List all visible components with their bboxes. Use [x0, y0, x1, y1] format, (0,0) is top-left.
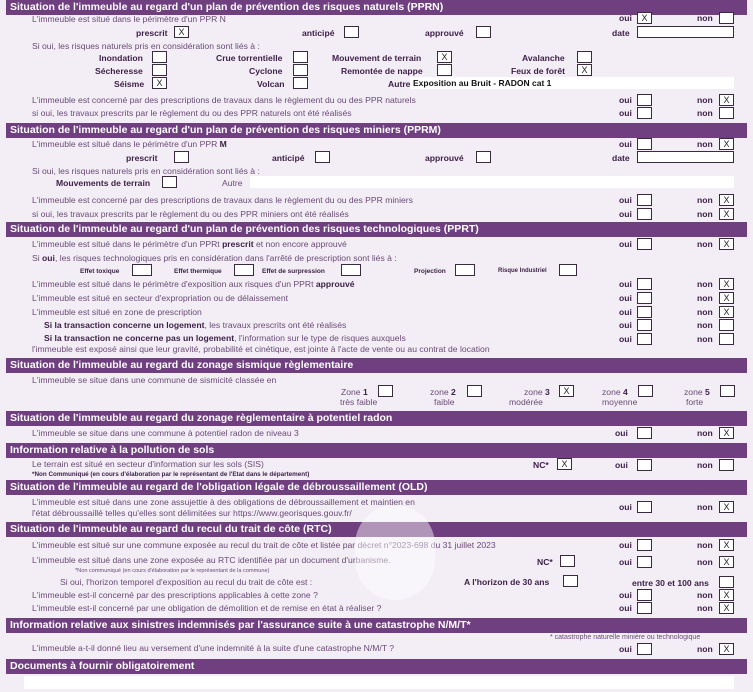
pprt-non-logement-question: Si la transaction ne concerne pas un logement, l'information sur le type de risques auxquels	[44, 333, 406, 343]
pprn-q4-non-checkbox[interactable]	[719, 107, 734, 119]
rtc-horizon-30-100-label: entre 30 et 100 ans	[632, 578, 709, 588]
pprn-approuve-label: approuvé	[425, 28, 464, 38]
pprt-q7-non-label: non	[697, 334, 713, 344]
pprm-mouvements-checkbox[interactable]	[162, 176, 177, 188]
old-oui-checkbox[interactable]	[637, 501, 652, 513]
pprn-q3-non-checkbox[interactable]: X	[719, 94, 734, 106]
pprn-autre-label: Autre	[388, 79, 411, 89]
rtc-horizon-30-label: A l'horizon de 30 ans	[464, 577, 550, 587]
rtc-q1-non-checkbox[interactable]: X	[719, 539, 734, 551]
pprt-effet-surpression-checkbox[interactable]	[341, 264, 361, 276]
pprt-q5-non-checkbox[interactable]: X	[719, 306, 734, 318]
rtc-q5-oui-checkbox[interactable]	[637, 602, 652, 614]
pprt-q4-non-checkbox[interactable]: X	[719, 292, 734, 304]
section-header-pprt: Situation de l'immeuble au regard d'un plan de prévention des risques technologiques (PPRT)	[6, 222, 747, 237]
pprt-risque-industriel-label: Risque Industriel	[498, 268, 547, 274]
pprn-inondation-checkbox[interactable]	[152, 51, 167, 63]
pprn-q4-non-label: non	[697, 108, 713, 118]
pprn-mouvement-checkbox[interactable]: X	[437, 51, 452, 63]
pprn-inondation-label: Inondation	[99, 53, 143, 63]
sols-nc-label: NC*	[533, 460, 549, 470]
pprt-q4-oui-label: oui	[619, 293, 632, 303]
sismique-zone3-label: zone 3	[524, 387, 550, 397]
pprt-expropriation-question: L'immeuble est situé en secteur d'expropriation ou de délaissement	[32, 293, 288, 303]
pprn-avalanche-label: Avalanche	[522, 53, 565, 63]
rtc-q2-oui-label: oui	[619, 557, 632, 567]
sismique-zone1-checkbox[interactable]	[378, 385, 393, 397]
pprt-risques-intro: Si oui, les risques technologiques pris en considération dans l'arrêté de prescription sont liés à :	[32, 253, 397, 263]
pprn-feux-checkbox[interactable]: X	[577, 64, 592, 76]
sismique-zone5-checkbox[interactable]	[720, 385, 735, 397]
section-header-sols: Information relative à la pollution de sols	[6, 443, 747, 458]
old-question-cont: l'état débroussaillé telles qu'elles sont délimitées sur https://www.georisques.gouv.fr/	[32, 508, 352, 518]
sismique-zone1-level: très faible	[340, 397, 378, 407]
pprn-remontee-label: Remontée de nappe	[341, 66, 423, 76]
old-question: L'immeuble est situé dans une zone assujettie à des obligations de débroussaillement et maintien en	[32, 497, 415, 507]
pprn-seisme-label: Séisme	[114, 79, 145, 89]
pprt-q6-oui-checkbox[interactable]	[637, 319, 652, 331]
pprm-prescrit-label: prescrit	[126, 153, 158, 163]
pprt-q4-oui-checkbox[interactable]	[637, 292, 652, 304]
sismique-zone4-level: moyenne	[602, 397, 638, 407]
pprt-q6-non-checkbox[interactable]	[719, 319, 734, 331]
pprt-q3-oui-label: oui	[619, 279, 632, 289]
pprn-non-label: non	[697, 13, 713, 23]
watermark-logo	[355, 505, 435, 600]
pprm-oui-label: oui	[619, 139, 632, 149]
pprn-secheresse-checkbox[interactable]	[152, 64, 167, 76]
pprm-q3-non-label: non	[697, 195, 713, 205]
pprm-autre-field[interactable]	[250, 176, 734, 188]
section-header-sismique: Situation de l'immeuble au regard du zonage sismique règlementaire	[6, 358, 747, 373]
sismique-zone4-checkbox[interactable]	[638, 385, 653, 397]
sismique-question: L'immeuble se situe dans une commune de sismicité classée en	[32, 375, 277, 385]
radon-non-label: non	[697, 428, 713, 438]
pprm-travaux-question: si oui, les travaux prescrits par le règlement du ou des PPR miniers ont été réalisés	[32, 209, 349, 219]
pprn-q3-oui-checkbox[interactable]	[637, 94, 652, 106]
sols-non-checkbox[interactable]	[719, 459, 734, 471]
pprm-approuve-label: approuvé	[425, 153, 464, 163]
pprn-q4-oui-label: oui	[619, 108, 632, 118]
pprm-q4-non-label: non	[697, 209, 713, 219]
rtc-prescriptions-question: L'immeuble est-il concerné par des prescriptions applicables à cette zone ?	[32, 590, 318, 600]
rtc-q1-non-label: non	[697, 540, 713, 550]
pprm-approuve-checkbox[interactable]	[476, 151, 491, 163]
sinistres-question: L'immeuble a-t-il donné lieu au versement d'une indemnité à la suite d'une catastrophe N/M/T ?	[32, 643, 395, 653]
sinistres-oui-checkbox[interactable]	[637, 643, 652, 655]
rtc-zone-note: *Non communiqué (en cours d'élaboration par le représentant de la commune)	[75, 568, 270, 574]
pprn-anticipe-checkbox[interactable]	[344, 26, 359, 38]
rtc-q5-non-label: non	[697, 603, 713, 613]
sismique-zone1-label: Zone 1	[341, 387, 368, 397]
pprt-question-perimetre: L'immeuble est situé dans le périmètre d'un PPRt prescrit et non encore approuvé	[32, 239, 347, 249]
pprt-prescription-question: L'immeuble est situé en zone de prescription	[32, 307, 202, 317]
pprt-effet-thermique-label: Effet thermique	[174, 268, 222, 275]
pprt-q4-non-label: non	[697, 293, 713, 303]
section-header-sinistres: Information relative aux sinistres indemnisés par l'assurance suite à une catastrophe N/M/T*	[6, 618, 747, 633]
pprt-q7-oui-checkbox[interactable]	[637, 333, 652, 345]
pprm-date-field[interactable]	[637, 151, 734, 163]
pprt-q3-oui-checkbox[interactable]	[637, 278, 652, 290]
sismique-zone2-level: faible	[434, 397, 455, 407]
pprm-oui-checkbox[interactable]	[637, 138, 652, 150]
radon-oui-checkbox[interactable]	[637, 427, 652, 439]
pprm-non-label: non	[697, 139, 713, 149]
documents-field[interactable]	[24, 676, 734, 689]
pprn-volcan-label: Volcan	[257, 79, 285, 89]
rtc-horizon-question: Si oui, l'horizon temporel d'exposition au recul du trait de côte est :	[60, 577, 313, 587]
pprt-effet-thermique-checkbox[interactable]	[234, 264, 254, 276]
pprn-crue-label: Crue torrentielle	[216, 53, 283, 63]
radon-non-checkbox[interactable]: X	[719, 427, 734, 439]
pprt-effet-surpression-label: Effet de surpression	[262, 268, 325, 275]
pprm-q3-non-checkbox[interactable]: X	[719, 194, 734, 206]
section-header-rtc: Situation de l'immeuble au regard du recul du trait de côte (RTC)	[6, 522, 747, 537]
old-non-checkbox[interactable]: X	[719, 501, 734, 513]
pprn-volcan-checkbox[interactable]	[293, 77, 308, 89]
pprt-q3-non-checkbox[interactable]: X	[719, 278, 734, 290]
pprt-exposition-question: L'immeuble est situé dans le périmètre d'exposition aux risques d'un PPRt approuvé	[32, 279, 355, 289]
rtc-nc-checkbox[interactable]	[560, 555, 575, 567]
sols-oui-label: oui	[615, 460, 628, 470]
pprm-q3-oui-checkbox[interactable]	[637, 194, 652, 206]
old-non-label: non	[697, 502, 713, 512]
rtc-q4-non-label: non	[697, 590, 713, 600]
sinistres-non-label: non	[697, 644, 713, 654]
sismique-zone5-label: zone 5	[684, 387, 710, 397]
pprn-date-label: date	[612, 28, 630, 38]
pprm-anticipe-checkbox[interactable]	[315, 151, 330, 163]
pprt-projection-checkbox[interactable]	[455, 264, 475, 276]
pprt-risque-industriel-checkbox[interactable]	[559, 264, 577, 276]
pprm-question-perimetre: L'immeuble est situé dans le périmètre d'un PPR M	[32, 139, 227, 149]
pprn-prescrit-checkbox[interactable]: X	[174, 26, 189, 38]
pprn-q3-oui-label: oui	[619, 95, 632, 105]
rtc-q1-oui-checkbox[interactable]	[637, 539, 652, 551]
pprt-q5-oui-checkbox[interactable]	[637, 306, 652, 318]
pprn-avalanche-checkbox[interactable]	[577, 51, 592, 63]
pprn-oui-checkbox[interactable]: X	[637, 12, 652, 24]
rtc-q5-non-checkbox[interactable]: X	[719, 602, 734, 614]
rtc-horizon-30-100-checkbox[interactable]	[719, 576, 734, 588]
sismique-zone2-label: zone 2	[430, 387, 456, 397]
sismique-zone3-checkbox[interactable]: X	[559, 385, 574, 397]
pprt-oui-label: oui	[619, 239, 632, 249]
rtc-q2-non-label: non	[697, 557, 713, 567]
rtc-zone-question: L'immeuble est situé dans une zone exposée au RTC identifiée par un document d'urbanisme.	[32, 555, 391, 565]
pprn-feux-label: Feux de forêt	[511, 66, 565, 76]
pprn-autre-value: Exposition au Bruit - RADON cat 1	[413, 78, 552, 88]
pprt-q5-oui-label: oui	[619, 307, 632, 317]
pprt-effet-toxique-label: Effet toxique	[80, 268, 120, 275]
pprn-q3-non-label: non	[697, 95, 713, 105]
pprn-oui-label: oui	[619, 13, 632, 23]
pprm-mouvements-label: Mouvements de terrain	[56, 178, 151, 188]
pprt-non-checkbox[interactable]: X	[719, 238, 734, 250]
pprn-prescrit-label: prescrit	[136, 28, 168, 38]
rtc-q2-oui-checkbox[interactable]	[637, 556, 652, 568]
pprn-non-checkbox[interactable]	[719, 12, 734, 24]
pprm-q3-oui-label: oui	[619, 195, 632, 205]
sols-oui-checkbox[interactable]	[637, 459, 652, 471]
pprm-risques-intro: Si oui, les risques naturels pris en considération sont liés à :	[32, 166, 260, 176]
rtc-q4-oui-checkbox[interactable]	[637, 589, 652, 601]
sinistres-non-checkbox[interactable]: X	[719, 643, 734, 655]
old-oui-label: oui	[619, 502, 632, 512]
pprn-approuve-checkbox[interactable]	[476, 26, 491, 38]
pprt-q7-oui-label: oui	[619, 334, 632, 344]
rtc-nc-label: NC*	[537, 557, 553, 567]
sismique-zone2-checkbox[interactable]	[467, 385, 482, 397]
pprn-secheresse-label: Sécheresse	[95, 66, 143, 76]
pprn-travaux-question: si oui, les travaux prescrits par le règlement du ou des PPR naturels ont été réalisés	[32, 108, 352, 118]
sols-question: Le terrain est situé en secteur d'information sur les sols (SIS)	[32, 459, 264, 469]
pprn-risques-intro: Si oui, les risques naturels pris en considération sont liés à :	[32, 41, 260, 51]
pprt-oui-checkbox[interactable]	[637, 238, 652, 250]
rtc-commune-question: L'immeuble est situé sur une commune exposée au recul du trait de côte et listée par décret n°2023-698 du 31 juillet 2023	[32, 540, 496, 550]
section-header-pprn: Situation de l'immeuble au regard d'un plan de prévention des risques naturels (PPRN)	[6, 0, 747, 15]
pprt-non-logement-detail: l'immeuble est exposé ainsi que leur gravité, probabilité et cinétique, est jointe à l'acte de vente ou au contrat de location	[32, 344, 490, 354]
pprt-q5-non-label: non	[697, 307, 713, 317]
rtc-q5-oui-label: oui	[619, 603, 632, 613]
pprt-projection-label: Projection	[414, 268, 446, 275]
rtc-q1-oui-label: oui	[619, 540, 632, 550]
rtc-horizon-30-checkbox[interactable]	[563, 575, 578, 587]
pprn-cyclone-label: Cyclone	[249, 66, 283, 76]
pprn-prescriptions-question: L'immeuble est concerné par des prescriptions de travaux dans le règlement du ou des PPR naturels	[32, 95, 416, 105]
pprm-prescriptions-question: L'immeuble est concerné par des prescriptions de travaux dans le règlement du ou des PPR miniers	[32, 195, 413, 205]
section-header-radon: Situation de l'immeuble au regard du zonage règlementaire à potentiel radon	[6, 411, 747, 426]
pprt-q6-oui-label: oui	[619, 320, 632, 330]
pprn-anticipe-label: anticipé	[302, 28, 335, 38]
pprn-remontee-checkbox[interactable]	[437, 64, 452, 76]
section-header-old: Situation de l'immeuble au regard de l'obligation légale de débroussaillement (OLD)	[6, 480, 747, 495]
pprn-seisme-checkbox[interactable]: X	[152, 77, 167, 89]
pprn-question-perimetre: L'immeuble est situé dans le périmètre d'un PPR N	[32, 14, 226, 24]
section-header-documents: Documents à fournir obligatoirement	[6, 659, 747, 674]
rtc-demolition-question: L'immeuble est-il concerné par une obligation de démolition et de remise en état à réaliser ?	[32, 603, 382, 613]
pprm-autre-label: Autre	[222, 178, 243, 188]
sinistres-note: * catastrophe naturelle minière ou technologique	[550, 634, 701, 641]
sols-nc-checkbox[interactable]: X	[557, 458, 572, 470]
rtc-q4-oui-label: oui	[619, 590, 632, 600]
rtc-q4-non-checkbox[interactable]: X	[719, 589, 734, 601]
sinistres-oui-label: oui	[619, 644, 632, 654]
rtc-q2-non-checkbox[interactable]: X	[719, 556, 734, 568]
pprn-mouvement-label: Mouvement de terrain	[332, 53, 422, 63]
pprm-anticipe-label: anticipé	[272, 153, 305, 163]
pprn-cyclone-checkbox[interactable]	[293, 64, 308, 76]
pprm-q4-non-checkbox[interactable]: X	[719, 208, 734, 220]
sismique-zone5-level: forte	[686, 397, 704, 407]
sols-note: *Non Communiqué (en cours d'élaboration par le représentant de l'Etat dans le département)	[32, 471, 310, 478]
pprt-q7-non-checkbox[interactable]	[719, 333, 734, 345]
pprt-logement-question: Si la transaction concerne un logement, les travaux prescrits ont été réalisés	[44, 320, 347, 330]
radon-question: L'immeuble se situe dans une commune à potentiel radon de niveau 3	[32, 428, 299, 438]
pprm-date-label: date	[612, 153, 630, 163]
sismique-zone3-level: modérée	[509, 397, 543, 407]
pprn-date-field[interactable]	[637, 26, 734, 38]
pprt-effet-toxique-checkbox[interactable]	[132, 264, 152, 276]
section-header-pprm: Situation de l'immeuble au regard d'un plan de prévention des risques miniers (PPRM)	[6, 123, 747, 138]
pprt-q6-non-label: non	[697, 320, 713, 330]
radon-oui-label: oui	[615, 428, 628, 438]
pprn-crue-checkbox[interactable]	[293, 51, 308, 63]
pprt-q3-non-label: non	[697, 279, 713, 289]
pprn-q4-oui-checkbox[interactable]	[637, 107, 652, 119]
pprm-q4-oui-label: oui	[619, 209, 632, 219]
pprm-q4-oui-checkbox[interactable]	[637, 208, 652, 220]
sols-non-label: non	[697, 460, 713, 470]
sismique-zone4-label: zone 4	[602, 387, 628, 397]
pprm-prescrit-checkbox[interactable]	[174, 151, 189, 163]
pprt-non-label: non	[697, 239, 713, 249]
pprm-non-checkbox[interactable]: X	[719, 138, 734, 150]
